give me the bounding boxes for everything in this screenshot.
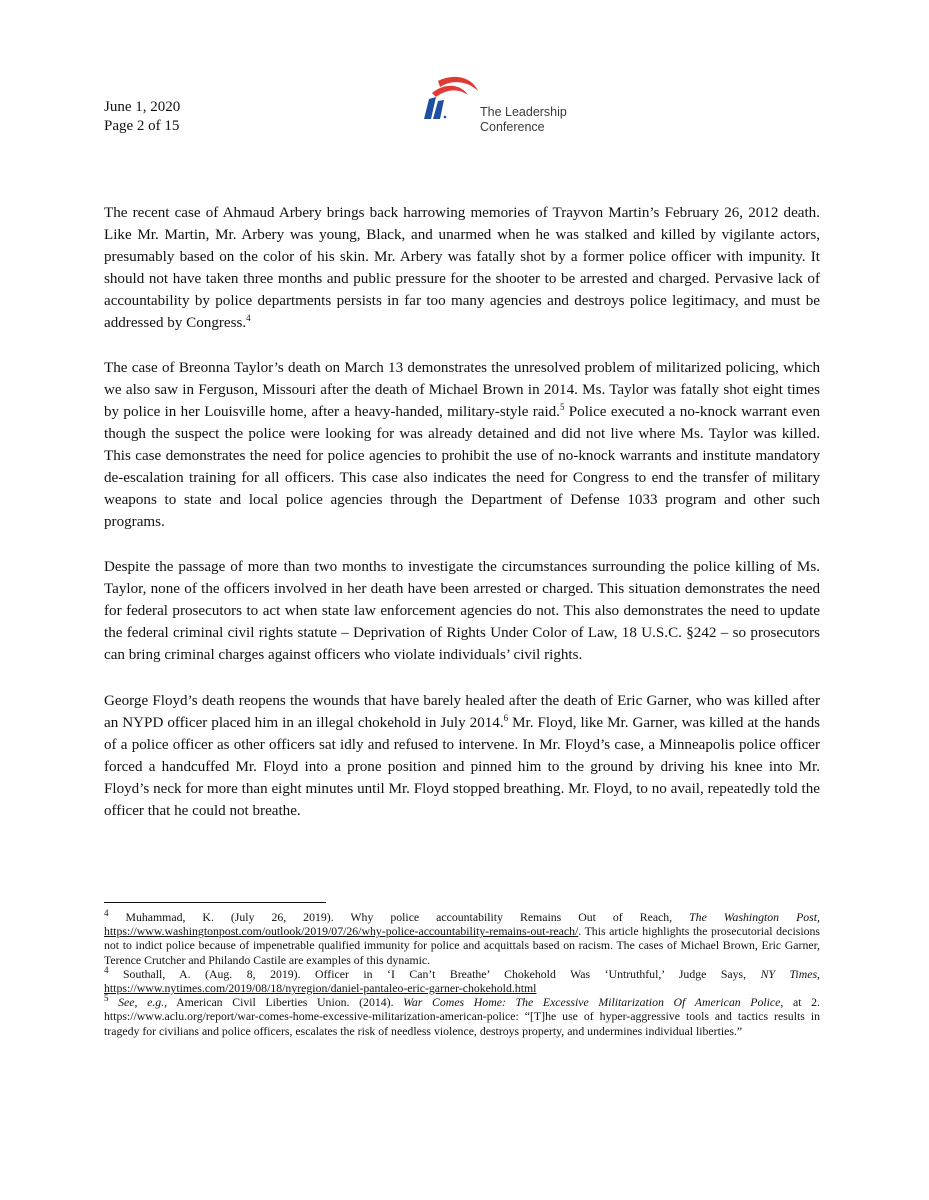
footnote-ref: 6: [503, 712, 509, 723]
footnote-text: Muhammad, K. (July 26, 2019). Why police accountability Remains Out of Reach,: [108, 910, 690, 924]
footnote-number: 5: [104, 993, 109, 1004]
page-number: Page 2 of 15: [104, 118, 180, 134]
paragraph-text: George Floyd’s death reopens the wounds that have barely healed after the death of Eric Garner, who was killed after an NYPD officer placed him in an illegal chokehold in July 2014.: [104, 693, 820, 731]
footnote-text: Southall, A. (Aug. 8, 2019). Officer in ‘I Can’t Breathe’ Chokehold Was ‘Untruthful,’ Judge Says,: [108, 966, 761, 981]
logo-line-2: Conference: [480, 120, 545, 134]
paragraph-arbery: [104, 202, 820, 334]
footnote-number: 4: [104, 908, 109, 919]
footnote-ref: 5: [559, 401, 565, 412]
paragraph-prosecution: [104, 556, 820, 666]
logo-line-1: The Leadership: [480, 105, 567, 119]
footnote-text: , American Civil Liberties Union. (2014).: [164, 995, 404, 1010]
footnote-text: ,: [817, 966, 820, 981]
paragraph-text: The recent case of Ahmaud Arbery brings back harrowing memories of Trayvon Martin’s February 26, 2012 death. Like Mr. Martin, Mr. Arbery was young, Black, and unarmed when he was stalked and killed by vigilante actors, presumably based on the color of his skin. Mr. Arbery was fatally shot by a former police officer with impunity. It should not have taken three months and public pressure for the shooter to be arrested and charged. Pervasive lack of accountability by police departments persists in far too many agencies and destroys police legitimacy, and must be addressed by Congress.: [104, 205, 820, 331]
footnote-text: , at 2. https://www.aclu.org/report/war-comes-home-excessive-militarization-american-police: “[T]he use of hyper-aggressive tools and tactics results in tragedy for civilians and police officers, escalates the risk of needless violence, destroys property, and undermines individual liberties.”: [104, 995, 820, 1038]
footnote-divider: [104, 902, 326, 903]
logo-arcs-icon: [418, 75, 480, 123]
footnote-signal: See, e.g.: [108, 995, 165, 1010]
letter-body: [104, 202, 820, 845]
footnote-source: The Washington Post,: [689, 910, 820, 924]
document-date: June 1, 2020: [104, 99, 181, 115]
footnote-aclu: [104, 995, 820, 1038]
footnote-link[interactable]: https://www.washingtonpost.com/outlook/2019/07/26/why-police-accountability-remains-out-reach/: [104, 924, 579, 939]
paragraph-taylor: [104, 357, 820, 533]
footnote-link[interactable]: https://www.nytimes.com/2019/08/18/nyregion/daniel-pantaleo-eric-garner-chokehold.html: [104, 981, 537, 996]
footnote-number: 4: [104, 964, 109, 975]
paragraph-text: The case of Breonna Taylor’s death on March 13 demonstrates the unresolved problem of militarized policing, which we also saw in Ferguson, Missouri after the death of Michael Brown in 2014. Ms. Taylor was fatally shot eight times by police in her Louisville home, after a heavy-handed, military-style raid.: [104, 360, 820, 420]
page-header: [104, 98, 180, 136]
paragraph-text: Despite the passage of more than two months to investigate the circumstances surrounding the police killing of Ms. Taylor, none of the officers involved in her death have been arrested or charged. This situation demonstrates the need for federal prosecutors to act when state law enforcement agencies do not. This also demonstrates the need to update the federal criminal civil rights statute – Deprivation of Rights Under Color of Law, 18 U.S.C. §242 – so prosecutors can bring criminal charges against officers who violate individuals’ civil rights.: [104, 559, 820, 663]
footnote-ref: 4: [246, 312, 251, 323]
paragraph-text: Police executed a no-knock warrant even though the suspect the police were looking for was already detained and did not live where Ms. Taylor was killed. This case demonstrates the need for police agencies to prohibit the use of no-knock warrants and institute mandatory de-escalation training for all officers. This case also indicates the need for Congress to end the transfer of military weapons to state and local police agencies through the Department of Defense 1033 program and other such programs.: [104, 404, 820, 530]
footnote-muhammad: [104, 910, 820, 967]
paragraph-floyd: [104, 690, 820, 822]
paragraph-text: Mr. Floyd, like Mr. Garner, was killed at the hands of a police officer as other officers sat idly and refused to intervene. In Mr. Floyd’s case, a Minneapolis police officer forced a handcuffed Mr. Floyd into a prone position and pinned him to the ground by driving his knee into Mr. Floyd’s neck for more than eight minutes until Mr. Floyd stopped breathing. Mr. Floyd, to no avail, repeatedly told the officer that he could not breathe.: [104, 715, 820, 819]
logo-wordmark: [480, 105, 567, 135]
footnote-text: . This article highlights the prosecutorial decisions not to indict police because of impenetrable qualified immunity for police and acquittals based on racism. The cases of Michael Brown, Eric Garner, Terence Crutcher and Philando Castile are examples of this dynamic.: [104, 924, 820, 967]
footnote-source: NY Times: [760, 966, 818, 981]
footnote-southall: [104, 964, 820, 996]
footnote-report-title: War Comes Home: The Excessive Militarization Of American Police: [403, 995, 781, 1010]
footnotes: [104, 910, 820, 1038]
leadership-conference-logo: [418, 75, 588, 135]
